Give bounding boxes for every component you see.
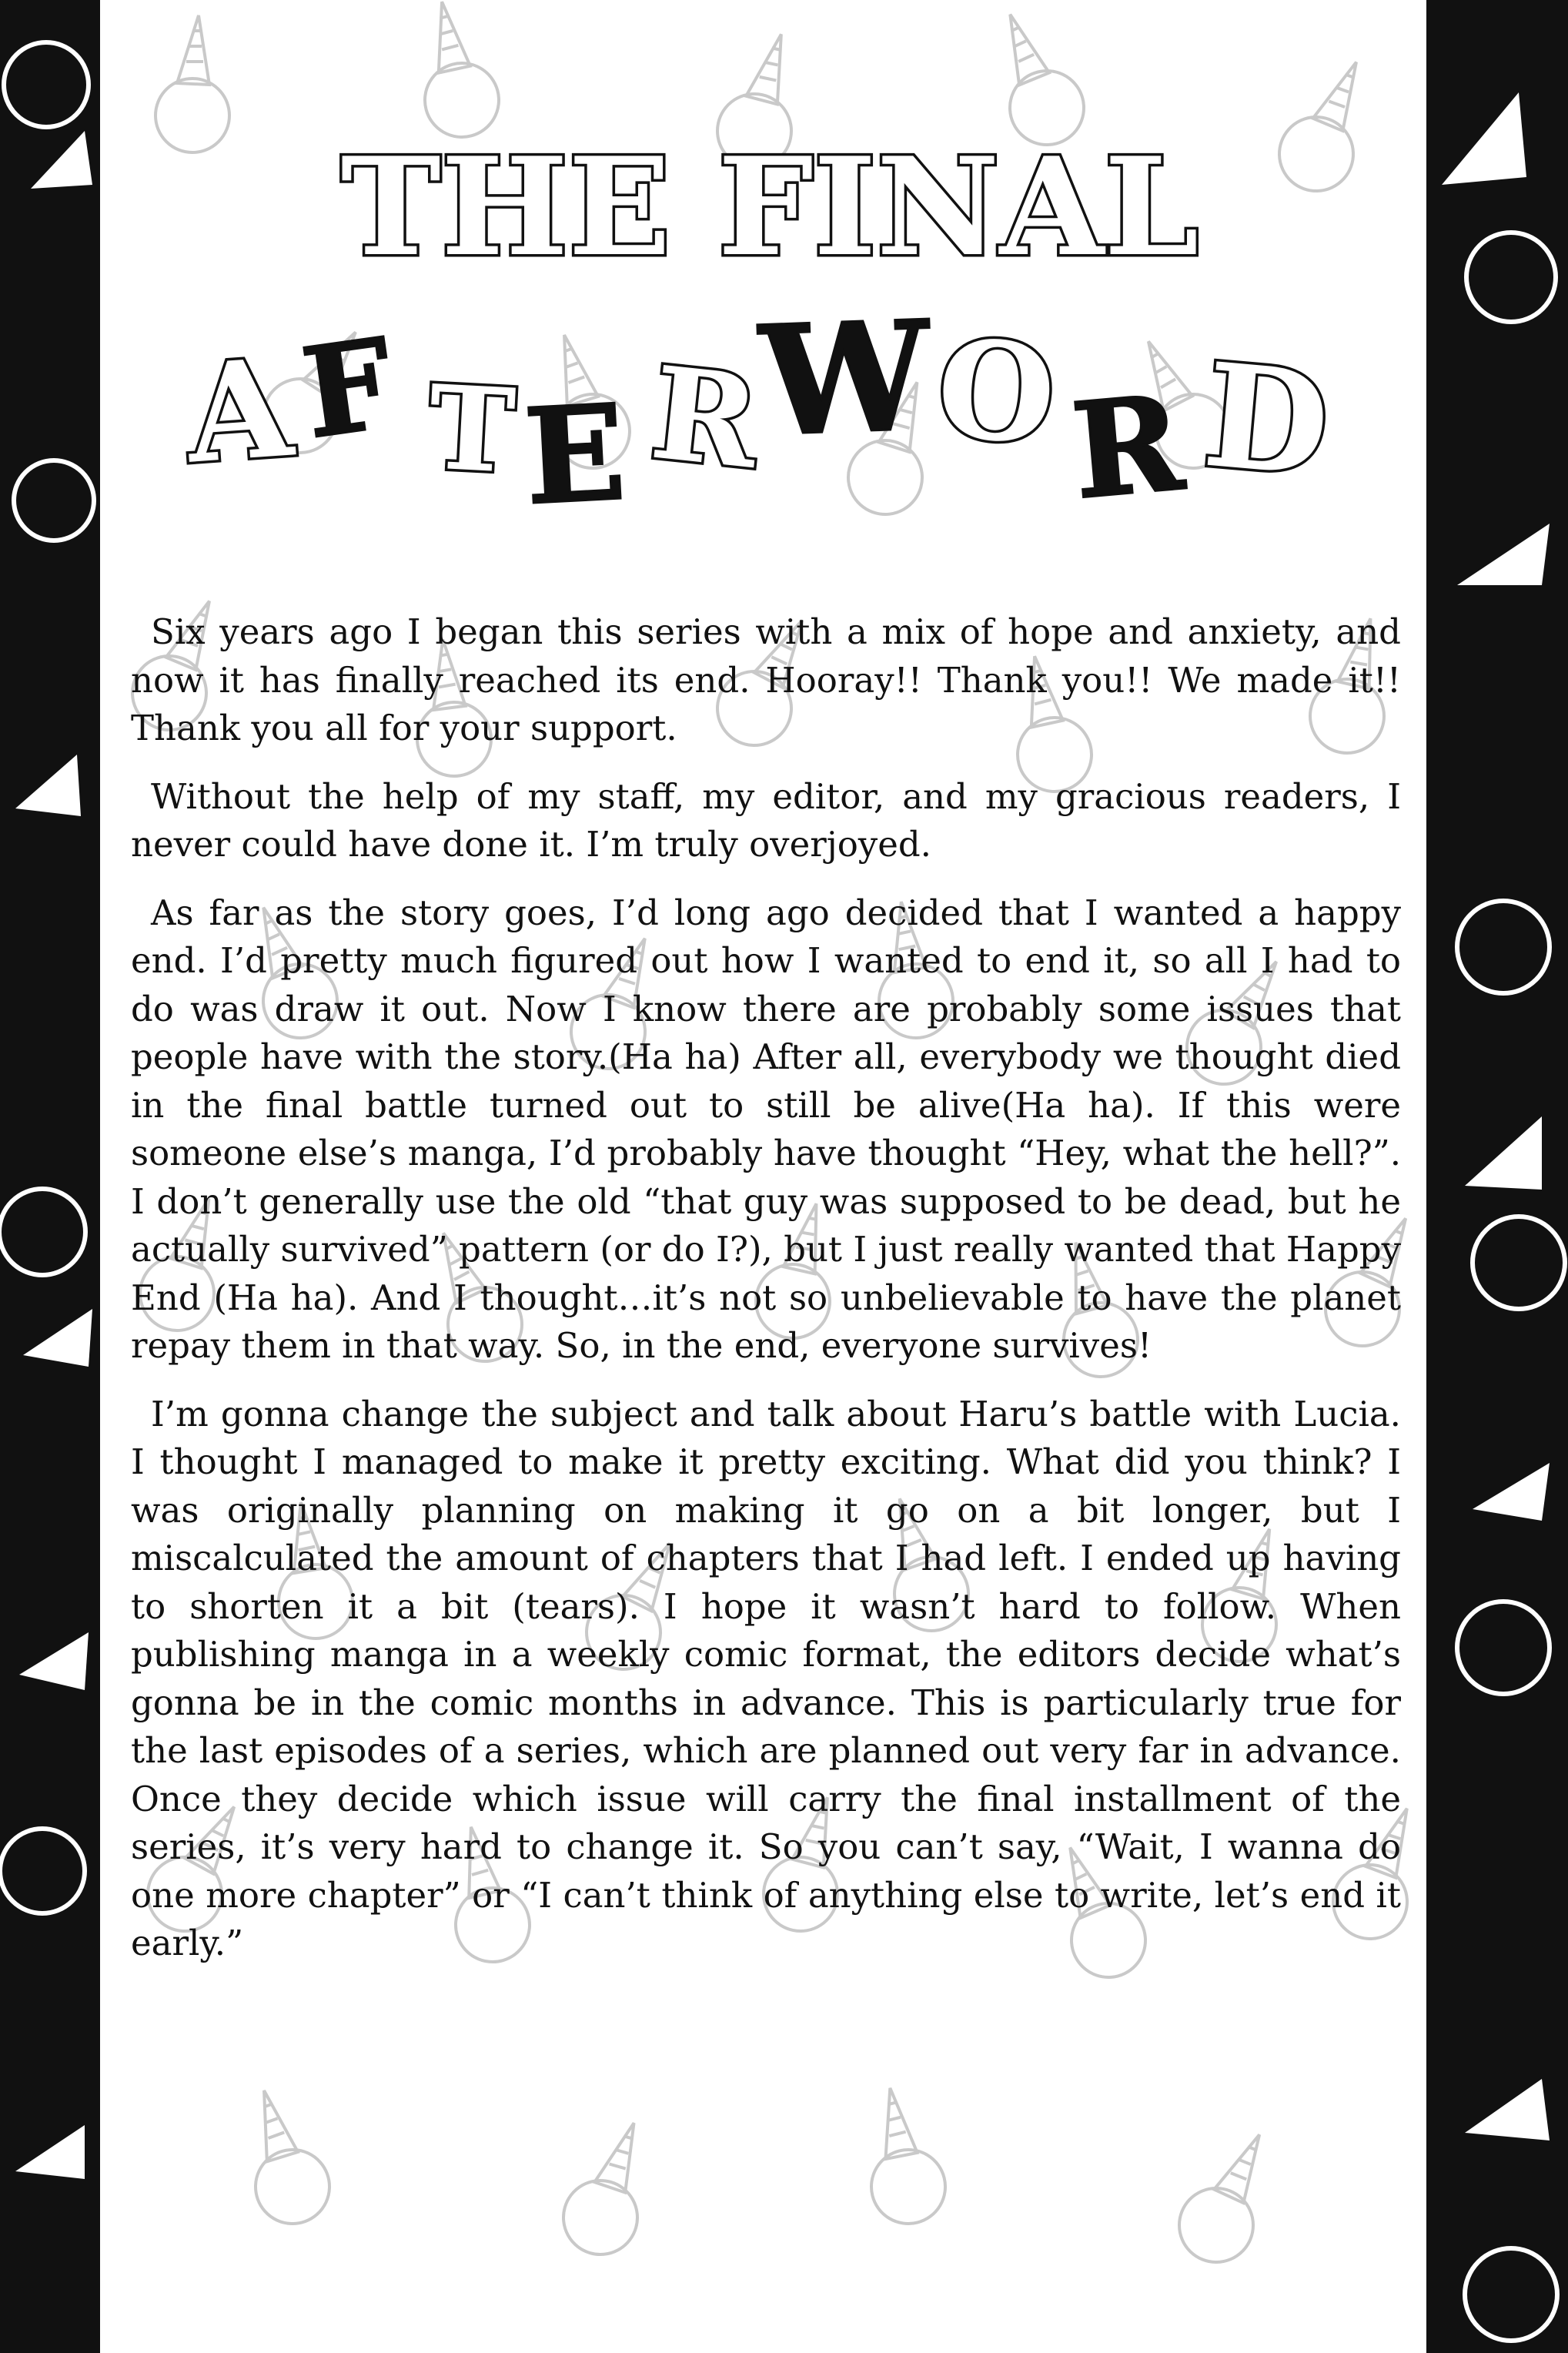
title-letter: R: [644, 337, 766, 497]
white-horn-icon: [1465, 2079, 1550, 2140]
white-plue-face-icon: [1466, 233, 1556, 322]
white-plue-face-icon: [1465, 2248, 1557, 2341]
title-line-two: [180, 287, 1336, 534]
white-plue-face-icon: [4, 42, 89, 127]
white-horn-icon: [15, 755, 81, 816]
title-letter: D: [1198, 330, 1336, 509]
title-letter: E: [520, 375, 629, 535]
paragraph: Without the help of my staff, my editor, and my gracious readers, I never could have done it. I’m truly overjoyed.: [131, 775, 1401, 865]
white-horn-icon: [31, 131, 92, 189]
title-letter: F: [294, 310, 402, 467]
paragraph: As far as the story goes, I’d long ago decided that I wanted a happy end. I’d pretty much figured out how I wanted to end it, so all I had to do was draw it out. Now I know there are probably some issues that people have with the story.(Ha ha) After all, everybody we thought died in the final battle turned out to still be alive(Ha ha). If this were someone else’s manga, I’d probably have thought “Hey, what the hell?”. I don’t generally use the old “that guy was supposed to be dead, but he actually survived” pattern (or do I?), but I just really wanted that Happy End (Ha ha). And I thought…it’s not so unbelievable to have the planet repay them in that way. So, in the end, everyone survives!: [131, 892, 1401, 1366]
title-letter: A: [181, 329, 297, 494]
white-plue-face-icon: [1473, 1217, 1565, 1309]
afterword-body: [131, 608, 1401, 1988]
title-letter: R: [1066, 366, 1189, 530]
white-horn-icon: [1473, 1463, 1550, 1521]
afterword-title: [100, 0, 1426, 585]
right-decorative-strip: [1426, 0, 1568, 2353]
white-horn-icon: [19, 1632, 89, 1690]
white-plue-face-icon: [0, 1829, 85, 1913]
white-plue-face-icon: [1457, 1602, 1550, 1694]
title-letter: O: [932, 310, 1061, 476]
white-plue-face-icon: [0, 1189, 85, 1275]
white-plue-face-icon: [14, 460, 94, 541]
title-line-one: THE FINAL: [340, 129, 1199, 286]
white-horn-icon: [1457, 524, 1550, 585]
white-horn-icon: [23, 1309, 92, 1367]
title-letter: W: [757, 287, 933, 470]
white-horn-icon: [1465, 1116, 1542, 1190]
white-plue-face-icon: [1457, 901, 1550, 993]
paragraph: I’m gonna change the subject and talk about Haru’s battle with Lucia. I thought I managed to make it pretty exciting. What did you think? I was originally planning on making it go on a bit longer, but I miscalculated the amount of chapters that I had left. I ended up having to shorten it a bit (tears). I hope it wasn’t hard to follow. When publishing manga in a weekly comic format, the editors decide what’s gonna be in the comic months in advance. This is particularly true for the last episodes of a series, which are planned out very far in advance. Once they decide which issue will carry the final installment of the series, it’s very hard to change it. So you can’t say, “Wait, I wanna do one more chapter” or “I can’t think of anything else to write, let’s end it early.”: [131, 1393, 1401, 1963]
paragraph: Six years ago I began this series with a mix of hope and anxiety, and now it has finally reached its end. Hooray!! Thank you!! We made it!! Thank you all for your support.: [131, 611, 1401, 748]
left-decorative-strip: [0, 0, 100, 2353]
white-horn-icon: [15, 2125, 85, 2179]
left-strip-ornaments: [0, 0, 100, 2353]
right-strip-ornaments: [1426, 0, 1568, 2353]
title-letter: T: [425, 360, 519, 500]
white-horn-icon: [1442, 92, 1526, 185]
afterword-page: [100, 0, 1426, 2353]
